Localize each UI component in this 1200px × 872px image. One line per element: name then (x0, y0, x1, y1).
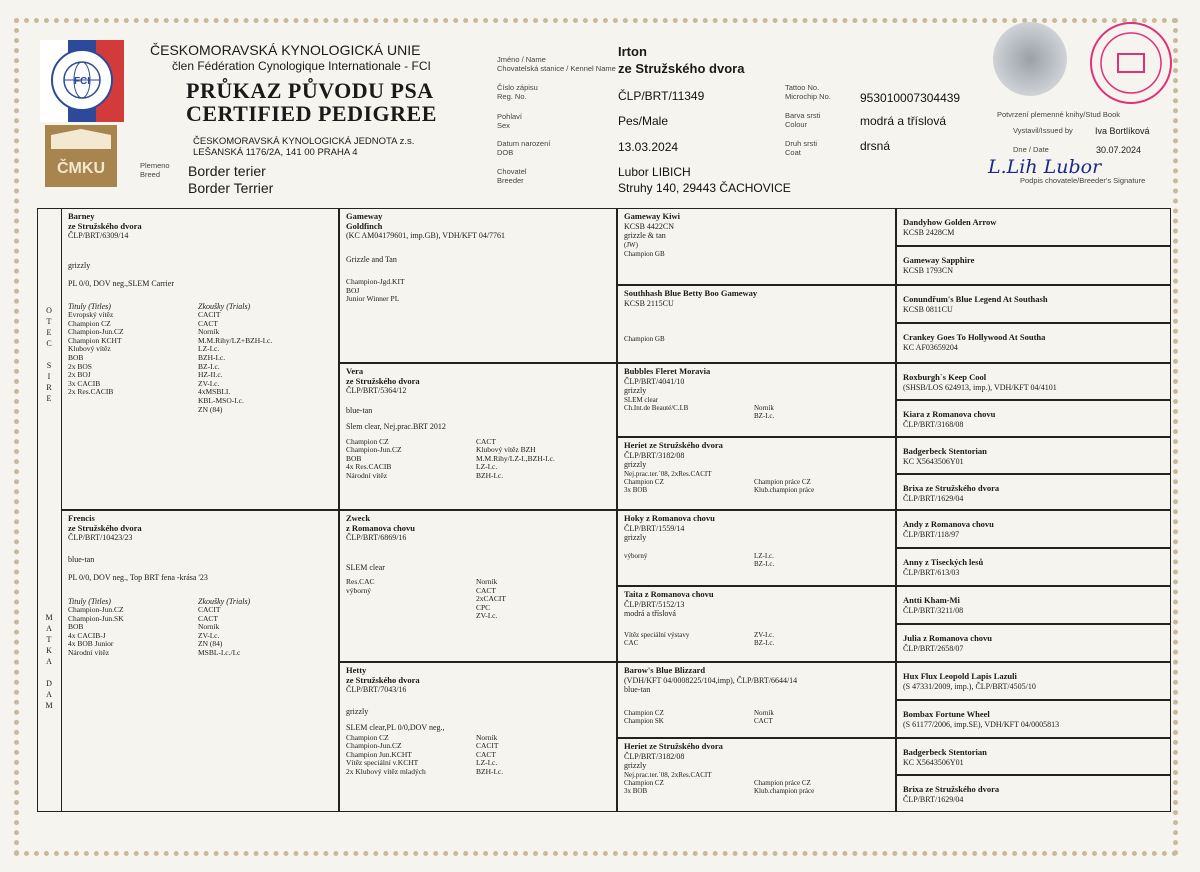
name-label: Jméno / Name (497, 55, 546, 64)
ds-titles (346, 578, 476, 621)
ancestor-name: Kiara z Romanova chovu (903, 409, 996, 419)
sdd-title-2: Champion práce CZ (754, 477, 811, 486)
ds-name: Zweck (346, 513, 371, 523)
pedigree-list-item: ZV-I.c. (198, 378, 220, 388)
side-letter (42, 667, 56, 678)
dds-reg: (VDH/KFT 04/0008225/104,imp), ČLP/BRT/6644/14 (624, 675, 798, 685)
pedigree-list-item: MSBL-I.c./I.c (198, 647, 241, 657)
dd-titles (346, 734, 476, 777)
reg-number: ČLP/BRT/11349 (618, 89, 705, 103)
issued-by: Iva Bortlíková (1095, 126, 1150, 136)
pedigree-list-item: CACT (476, 749, 497, 759)
ds-health: SLEM clear (346, 562, 385, 572)
sds-title-2: Norník (754, 403, 774, 412)
pedigree-list-item: 2xCACIT (476, 594, 506, 604)
sdd-title-3: 3x BOB (624, 485, 648, 494)
dam-kennel: ze Stružského dvora (68, 522, 142, 533)
breed-label-cz: Plemeno (140, 161, 170, 170)
pedigree-list-item: Champion KCHT (68, 335, 122, 345)
pedigree-list-item: BZH-I.c. (476, 766, 504, 776)
breeder-signature: L.Lih Lubor (988, 156, 1102, 178)
pedigree-list-item: Champion Jun.KCHT (346, 749, 412, 759)
page-title-en: CERTIFIED PEDIGREE (186, 101, 437, 126)
pedigree-ancestor (896, 662, 1171, 700)
dam-name: Frencis (68, 513, 95, 523)
pedigree-list-item: Klubový vítěz BZH (476, 445, 536, 455)
fci-text: FCI (73, 76, 91, 87)
reg-label-cz: Číslo zápisu (497, 83, 538, 92)
pedigree-sd (339, 363, 617, 510)
pedigree-ancestor (896, 510, 1171, 548)
pedigree-list-item: 2x Klubový vítěz mladých (346, 766, 426, 776)
pedigree-list-item: Champion CZ (68, 318, 111, 328)
pedigree-list-item: CACT (476, 585, 497, 595)
pedigree-list-item: ZN (84) (198, 404, 223, 414)
side-letter: T (46, 635, 52, 644)
pedigree-list-item: M.M.Rihy/LZ-I.,BZH-I.c. (476, 453, 555, 463)
side-letter: M (45, 613, 53, 622)
dog-name: Irton (618, 44, 647, 59)
pedigree-list-item: Res.CAC (346, 577, 375, 586)
dd-colour: grizzly (346, 706, 369, 716)
cmku-text: ČMKU (57, 160, 105, 177)
coat-label-cz: Druh srsti (785, 139, 818, 148)
sdd-title-4: Klub.champion práce (754, 485, 815, 494)
pedigree-list-item: CACT (198, 318, 219, 328)
microchip-label: Microchip No. (785, 92, 831, 101)
ancestor-reg: KC X5643506Y01 (903, 757, 964, 767)
pedigree-sds (617, 363, 896, 437)
pedigree-sss (617, 208, 896, 285)
pedigree-list-item: LZ-I.c. (476, 462, 498, 472)
pedigree-list-item: výborný (346, 585, 371, 595)
side-letter: M (45, 701, 53, 710)
pedigree-ancestor (896, 700, 1171, 738)
dd-trials (476, 734, 503, 777)
sire-health: PL 0/0, DOV neg.,SLEM Carrier (68, 279, 174, 288)
ddd-title-4: Klub.champion práce (754, 786, 815, 795)
pedigree-ss (339, 208, 617, 363)
ddd-reg: ČLP/BRT/3182/08 (624, 751, 685, 761)
pedigree-list-item: Junior Winner PL (346, 294, 400, 304)
side-letter: R (46, 383, 52, 392)
ancestor-name: Brixa ze Stružského dvora (903, 483, 1000, 493)
tattoo-label: Tattoo No. (785, 83, 820, 92)
ssd-reg: KCSB 2115CU (624, 298, 674, 308)
pedigree-list-item: BOB (68, 622, 84, 632)
ancestor-name: Julia z Romanova chovu (903, 633, 993, 643)
ancestor-name: Badgerbeck Stentorian (903, 747, 987, 757)
sdd-name: Heriet ze Stružského dvora (624, 440, 723, 450)
pedigree-list-item: Champion-Jun.CZ (346, 445, 402, 455)
breeder-address: Struhy 140, 29443 ČACHOVICE (618, 181, 791, 195)
dss-name: Hoky z Romanova chovu (624, 513, 715, 523)
ddd-extra: Nej.prac.ter.´08, 2xRes.CACIT (624, 770, 712, 779)
pedigree-list-item: 4xMSBLI. (198, 387, 231, 397)
pedigree-list-item: Champion CZ (346, 732, 389, 742)
sds-name: Bubbles Fleret Moravia (624, 366, 711, 376)
org-name: ČESKOMORAVSKÁ KYNOLOGICKÁ UNIE (150, 42, 421, 58)
ancestor-name: Antti Kham-Mi (903, 595, 960, 605)
breeder-label-en: Breeder (497, 176, 524, 185)
studbook-confirm-label: Potvrzení plemenné knihy/Stud Book (997, 110, 1120, 119)
pedigree-ancestor (896, 474, 1171, 510)
dd-reg: ČLP/BRT/7043/16 (346, 685, 407, 694)
dob-label-en: DOB (497, 148, 514, 157)
ss-titles (346, 278, 610, 304)
pedigree-list-item: Champion-Jun.CZ (68, 327, 124, 337)
pedigree-list-item: Norník (198, 622, 220, 632)
ancestor-reg: ČLP/BRT/613/03 (903, 567, 960, 577)
dss-title-2: LZ-I.c. (754, 551, 774, 560)
sire-name: Barney (68, 211, 95, 221)
sss-extra: (JW) (624, 240, 638, 249)
ancestor-reg: (SHSB/LOS 624913, imp.), VDH/KFT 04/4101 (903, 382, 1057, 392)
pedigree-list-item: M.M.Rihy/LZ+BZH-I.c. (198, 335, 273, 345)
sd-titles (346, 438, 476, 481)
dss-title-3: BZ-I.c. (754, 559, 775, 568)
dds-title-3: Champion SK (624, 716, 664, 725)
pedigree-ancestor (896, 208, 1171, 246)
pedigree-list-item: Champion-Jun.CZ (68, 605, 124, 614)
sire-titles (68, 311, 198, 397)
dds-colour: blue-tan (624, 685, 651, 694)
sex-label-en: Sex (497, 121, 510, 130)
pedigree-list-item: Národní vítěz (68, 647, 110, 657)
pedigree-list-item: 2x BOS (68, 361, 92, 371)
dss-title-1: výborný (624, 551, 648, 560)
dsd-title-2: ZV-I.c. (754, 630, 774, 639)
ancestor-name: Crankey Goes To Hollywood At Southa (903, 332, 1046, 342)
pedigree-dsd (617, 586, 896, 662)
dsd-name: Taita z Romanova chovu (624, 589, 714, 599)
pedigree-ds (339, 510, 617, 662)
ancestor-name: Dandyhow Golden Arrow (903, 217, 997, 227)
sire-reg: ČLP/BRT/6309/14 (68, 231, 129, 240)
dob-value: 13.03.2024 (618, 140, 679, 154)
pedigree-list-item: CACIT (198, 605, 221, 614)
ss-name: Gameway (346, 211, 383, 221)
ancestor-reg: KCSB 2428CM (903, 227, 955, 237)
side-letter: E (46, 394, 52, 403)
pedigree-ancestor (896, 400, 1171, 437)
pedigree-dd (339, 662, 617, 812)
dds-title-2: Norník (754, 708, 774, 717)
pedigree-ancestor (896, 775, 1171, 812)
pedigree-list-item: Champion-Jun.SK (68, 613, 124, 623)
pedigree-ancestor (896, 363, 1171, 400)
sire-trials-label: Zkoušky (Trials) (198, 301, 251, 311)
pedigree-dam (61, 510, 339, 812)
issued-label: Vystavil/Issued by (1013, 126, 1073, 135)
org-fci-member: člen Fédération Cynologique Internationale - FCI (172, 59, 431, 73)
ancestor-reg: ČLP/BRT/1629/04 (903, 493, 964, 503)
ancestor-name: Conundřum's Blue Legend At Southash (903, 294, 1048, 304)
breed-cz: Border terier (188, 163, 266, 179)
dsd-title-4: BZ-I.c. (754, 638, 775, 647)
pedigree-list-item: Norník (476, 577, 498, 586)
sd-health: Slem clear, Nej.prac.BRT 2012 (346, 422, 446, 431)
side-letter: A (46, 690, 52, 699)
dam-colour: blue-tan (68, 554, 95, 564)
embossed-seal (993, 22, 1067, 96)
ss-colour: Grizzle and Tan (346, 254, 397, 264)
breed-en: Border Terrier (188, 180, 274, 196)
sd-colour: blue-tan (346, 405, 373, 415)
side-letter: S (46, 361, 52, 370)
pedigree-list-item: Champion-Jgd.KIT (346, 277, 405, 286)
pedigree-list-item: BOB (68, 352, 84, 362)
breeder-signature-label: Podpis chovatele/Breeder's Signature (1020, 176, 1146, 185)
pedigree-list-item: KBL-MSO-I.c. (198, 395, 244, 405)
side-letter: T (46, 317, 52, 326)
side-letter: O (46, 306, 52, 315)
pedigree-dss (617, 510, 896, 586)
pedigree-list-item: Norník (476, 732, 498, 742)
dob-label-cz: Datum narození (497, 139, 551, 148)
sire-colour: grizzly (68, 260, 91, 270)
page-title: PRŮKAZ PŮVODU PSA (186, 78, 434, 103)
sss-colour: grizzle & tan (624, 231, 666, 240)
ancestor-reg: ČLP/BRT/3211/08 (903, 605, 964, 615)
pedigree-list-item: ZV-I.c. (476, 611, 498, 621)
club-name: ČESKOMORAVSKÁ KYNOLOGICKÁ JEDNOTA z.s. (193, 136, 415, 147)
pedigree-list-item: 2x Res.CACIB (68, 387, 114, 397)
pedigree-ddd (617, 738, 896, 812)
ancestor-reg: (S 61177/2006, imp.SE), VDH/KFT 04/0005813 (903, 719, 1060, 729)
ss-reg: (KC AM04179601, imp.GB), VDH/KFT 04/7761 (346, 231, 506, 240)
pedigree-list-item: BZ-I.c. (198, 361, 220, 371)
pedigree-list-item: CACIT (476, 741, 499, 751)
pedigree-ancestor (896, 246, 1171, 285)
sire-kennel: ze Stružského dvora (68, 220, 142, 231)
pedigree-list-item: HZ-II.c. (198, 370, 223, 380)
sd-name: Vera (346, 366, 364, 376)
pedigree-list-item: CACIT (198, 310, 221, 319)
pedigree-list-item: 4x BOB Junior (68, 639, 114, 649)
sex-value: Pes/Male (618, 114, 669, 128)
sss-reg: KCSB 4422CN (624, 221, 675, 231)
ancestor-reg: ČLP/BRT/2658/07 (903, 643, 964, 653)
colour-value: modrá a tříslová (860, 114, 947, 128)
breeder-label-cz: Chovatel (497, 167, 527, 176)
side-letter: C (46, 339, 52, 348)
ddd-title-1: Champion CZ (624, 778, 664, 787)
sss-name: Gameway Kiwi (624, 211, 680, 221)
ssd-name: Southhash Blue Betty Boo Gameway (624, 288, 758, 298)
pedigree-list-item: BOJ (346, 285, 360, 295)
side-letter: A (46, 624, 52, 633)
pedigree-ancestor (896, 624, 1171, 662)
ds-reg: ČLP/BRT/6869/16 (346, 533, 407, 542)
ds-trials (476, 578, 506, 621)
dd-kennel: ze Stružského dvora (346, 674, 420, 685)
pedigree-list-item: Národní vítěz (346, 470, 388, 480)
date-label: Dne / Date (1013, 145, 1049, 154)
pedigree-ancestor (896, 437, 1171, 474)
dsd-title-3: CAC (624, 638, 639, 647)
ss-kennel: Goldfinch (346, 220, 383, 231)
sdd-title-1: Champion CZ (624, 477, 664, 486)
dss-reg: ČLP/BRT/1559/14 (624, 523, 685, 533)
ancestor-name: Anny z Tiseckých lesů (903, 557, 984, 567)
sds-title-1: Ch.Int.de Beauté/C.I.B (624, 403, 689, 412)
dog-kennel: ze Stružského dvora (618, 61, 745, 76)
sss-title: Champion GB (624, 250, 665, 258)
pedigree-list-item: Champion-Jun.CZ (346, 741, 402, 751)
pedigree-list-item: 2x BOJ (68, 370, 91, 380)
microchip-number: 953010007304439 (860, 91, 961, 105)
dam-titles (68, 606, 198, 658)
ancestor-name: Brixa ze Stružského dvora (903, 784, 1000, 794)
colour-label-cz: Barva srsti (785, 111, 821, 120)
club-address: LEŠANSKÁ 1176/2A, 141 00 PRAHA 4 (193, 147, 358, 158)
pedigree-list-item: BZH-I.c. (476, 470, 504, 480)
ddd-colour: grizzly (624, 761, 647, 770)
ancestor-name: Andy z Romanova chovu (903, 519, 994, 529)
dds-name: Barow's Blue Blizzard (624, 665, 706, 675)
ancestor-name: Gameway Sapphire (903, 255, 975, 265)
reg-label-en: Reg. No. (497, 92, 527, 101)
breeder-name: Lubor LIBICH (618, 165, 691, 179)
pedigree-list-item: ZN (84) (198, 639, 223, 649)
pedigree-list-item: Evropský vítěz (68, 310, 114, 319)
dsd-reg: ČLP/BRT/5152/13 (624, 599, 685, 609)
side-letter: E (46, 328, 52, 337)
dam-trials-label: Zkoušky (Trials) (198, 596, 251, 606)
pedigree-list-item: 4x Res.CACIB (346, 462, 392, 472)
sire-titles-label: Tituly (Titles) (68, 301, 111, 311)
pedigree-list-item: BZH-I.c. (198, 352, 226, 362)
dd-name: Hetty (346, 665, 367, 675)
ancestor-reg: KCSB 0811CU (903, 304, 953, 314)
side-letter: K (46, 646, 52, 655)
dsd-colour: modrá a tříslová (624, 609, 676, 618)
studbook-stamp (1090, 22, 1172, 104)
sex-label-cz: Pohlaví (497, 112, 523, 121)
pedigree-ancestor (896, 738, 1171, 775)
ddd-title-2: Champion práce CZ (754, 778, 811, 787)
pedigree-ancestor (896, 586, 1171, 624)
dss-colour: grizzly (624, 533, 647, 542)
dam-reg: ČLP/BRT/10423/23 (68, 533, 133, 542)
dam-side-label (42, 612, 56, 711)
ssd-title: Champion GB (624, 335, 665, 343)
ancestor-reg: KC X5643506Y01 (903, 456, 964, 466)
ddd-title-3: 3x BOB (624, 786, 648, 795)
dds-title-1: Champion CZ (624, 708, 664, 717)
sire-trials (198, 311, 272, 414)
side-letter: I (47, 372, 51, 381)
pedigree-list-item: Champion CZ (346, 436, 389, 446)
sdd-extra: Nej.prac.ter.´08, 2xRes.CACIT (624, 469, 712, 478)
sdd-colour: grizzly (624, 460, 647, 469)
kennel-label: Chovatelská stanice / Kennel Name (497, 64, 616, 73)
ancestor-reg: KC AF03659204 (903, 342, 958, 352)
pedigree-list-item: CACT (198, 613, 219, 623)
sds-reg: ČLP/BRT/4041/10 (624, 376, 685, 386)
ancestor-reg: (S 47331/2009, imp.), ČLP/BRT/4505/10 (903, 681, 1036, 691)
pedigree-ancestor (896, 548, 1171, 586)
ancestor-reg: ČLP/BRT/3168/08 (903, 419, 964, 429)
dds-title-4: CACT (754, 716, 773, 725)
ddd-name: Heriet ze Stružského dvora (624, 741, 723, 751)
side-letter (42, 349, 56, 360)
side-letter: A (46, 657, 52, 666)
ancestor-name: Roxburgh`s Keep Cool (903, 372, 987, 382)
sdd-reg: ČLP/BRT/3182/08 (624, 450, 685, 460)
pedigree-dds (617, 662, 896, 738)
ancestor-name: Bombax Fortune Wheel (903, 709, 990, 719)
pedigree-list-item: Norník (198, 327, 220, 337)
issue-date: 30.07.2024 (1096, 145, 1142, 155)
pedigree-list-item: 3x CACIB (68, 378, 101, 388)
pedigree-list-item: LZ-I.c. (476, 758, 498, 768)
pedigree-ancestor (896, 285, 1171, 323)
dam-titles-label: Tituly (Titles) (68, 596, 111, 606)
dsd-title-1: Vítěz speciální výstavy (624, 630, 690, 639)
pedigree-sdd (617, 437, 896, 510)
side-letter: D (46, 679, 52, 688)
sire-side-label (42, 305, 56, 404)
sds-colour: grizzly (624, 386, 647, 395)
coat-label-en: Coat (785, 148, 801, 157)
dd-health: SLEM clear,PL 0/0,DOV neg., (346, 723, 445, 732)
dam-health: PL 0/0, DOV neg., Top BRT fena -krása '23 (68, 573, 208, 582)
ancestor-reg: ČLP/BRT/118/97 (903, 529, 960, 539)
ds-kennel: z Romanova chovu (346, 522, 415, 533)
coat-value: drsná (860, 139, 891, 153)
dam-trials (198, 606, 250, 658)
pedigree-list-item: Vítěz speciální v.KCHT (346, 758, 419, 768)
sds-health: SLEM clear (624, 395, 659, 404)
sd-trials (476, 438, 555, 481)
ancestor-reg: ČLP/BRT/1629/04 (903, 794, 964, 804)
sds-title-3: BZ-I.c. (754, 411, 775, 420)
sd-reg: ČLP/BRT/5364/12 (346, 386, 407, 395)
breed-label-en: Breed (140, 170, 161, 179)
ancestor-reg: KCSB 1793CN (903, 265, 954, 275)
pedigree-list-item: BOB (346, 453, 362, 463)
pedigree-list-item: LZ-I.c. (198, 344, 220, 354)
pedigree-ancestor (896, 323, 1171, 363)
pedigree-sire (61, 208, 339, 510)
pedigree-list-item: Klubový vítěz (68, 344, 111, 354)
pedigree-list-item: CACT (476, 436, 497, 446)
sd-kennel: ze Stružského dvora (346, 375, 420, 386)
colour-label-en: Colour (785, 120, 808, 129)
pedigree-list-item: CPC (476, 602, 491, 612)
ancestor-name: Badgerbeck Stentorian (903, 446, 987, 456)
pedigree-list-item: ZV-I.c. (198, 630, 220, 640)
cmku-logo (45, 125, 117, 187)
ancestor-name: Hux Flux Leopold Lapis Lazuli (903, 671, 1017, 681)
pedigree-ssd (617, 285, 896, 363)
pedigree-list-item: 4x CACIB-J (68, 630, 106, 640)
